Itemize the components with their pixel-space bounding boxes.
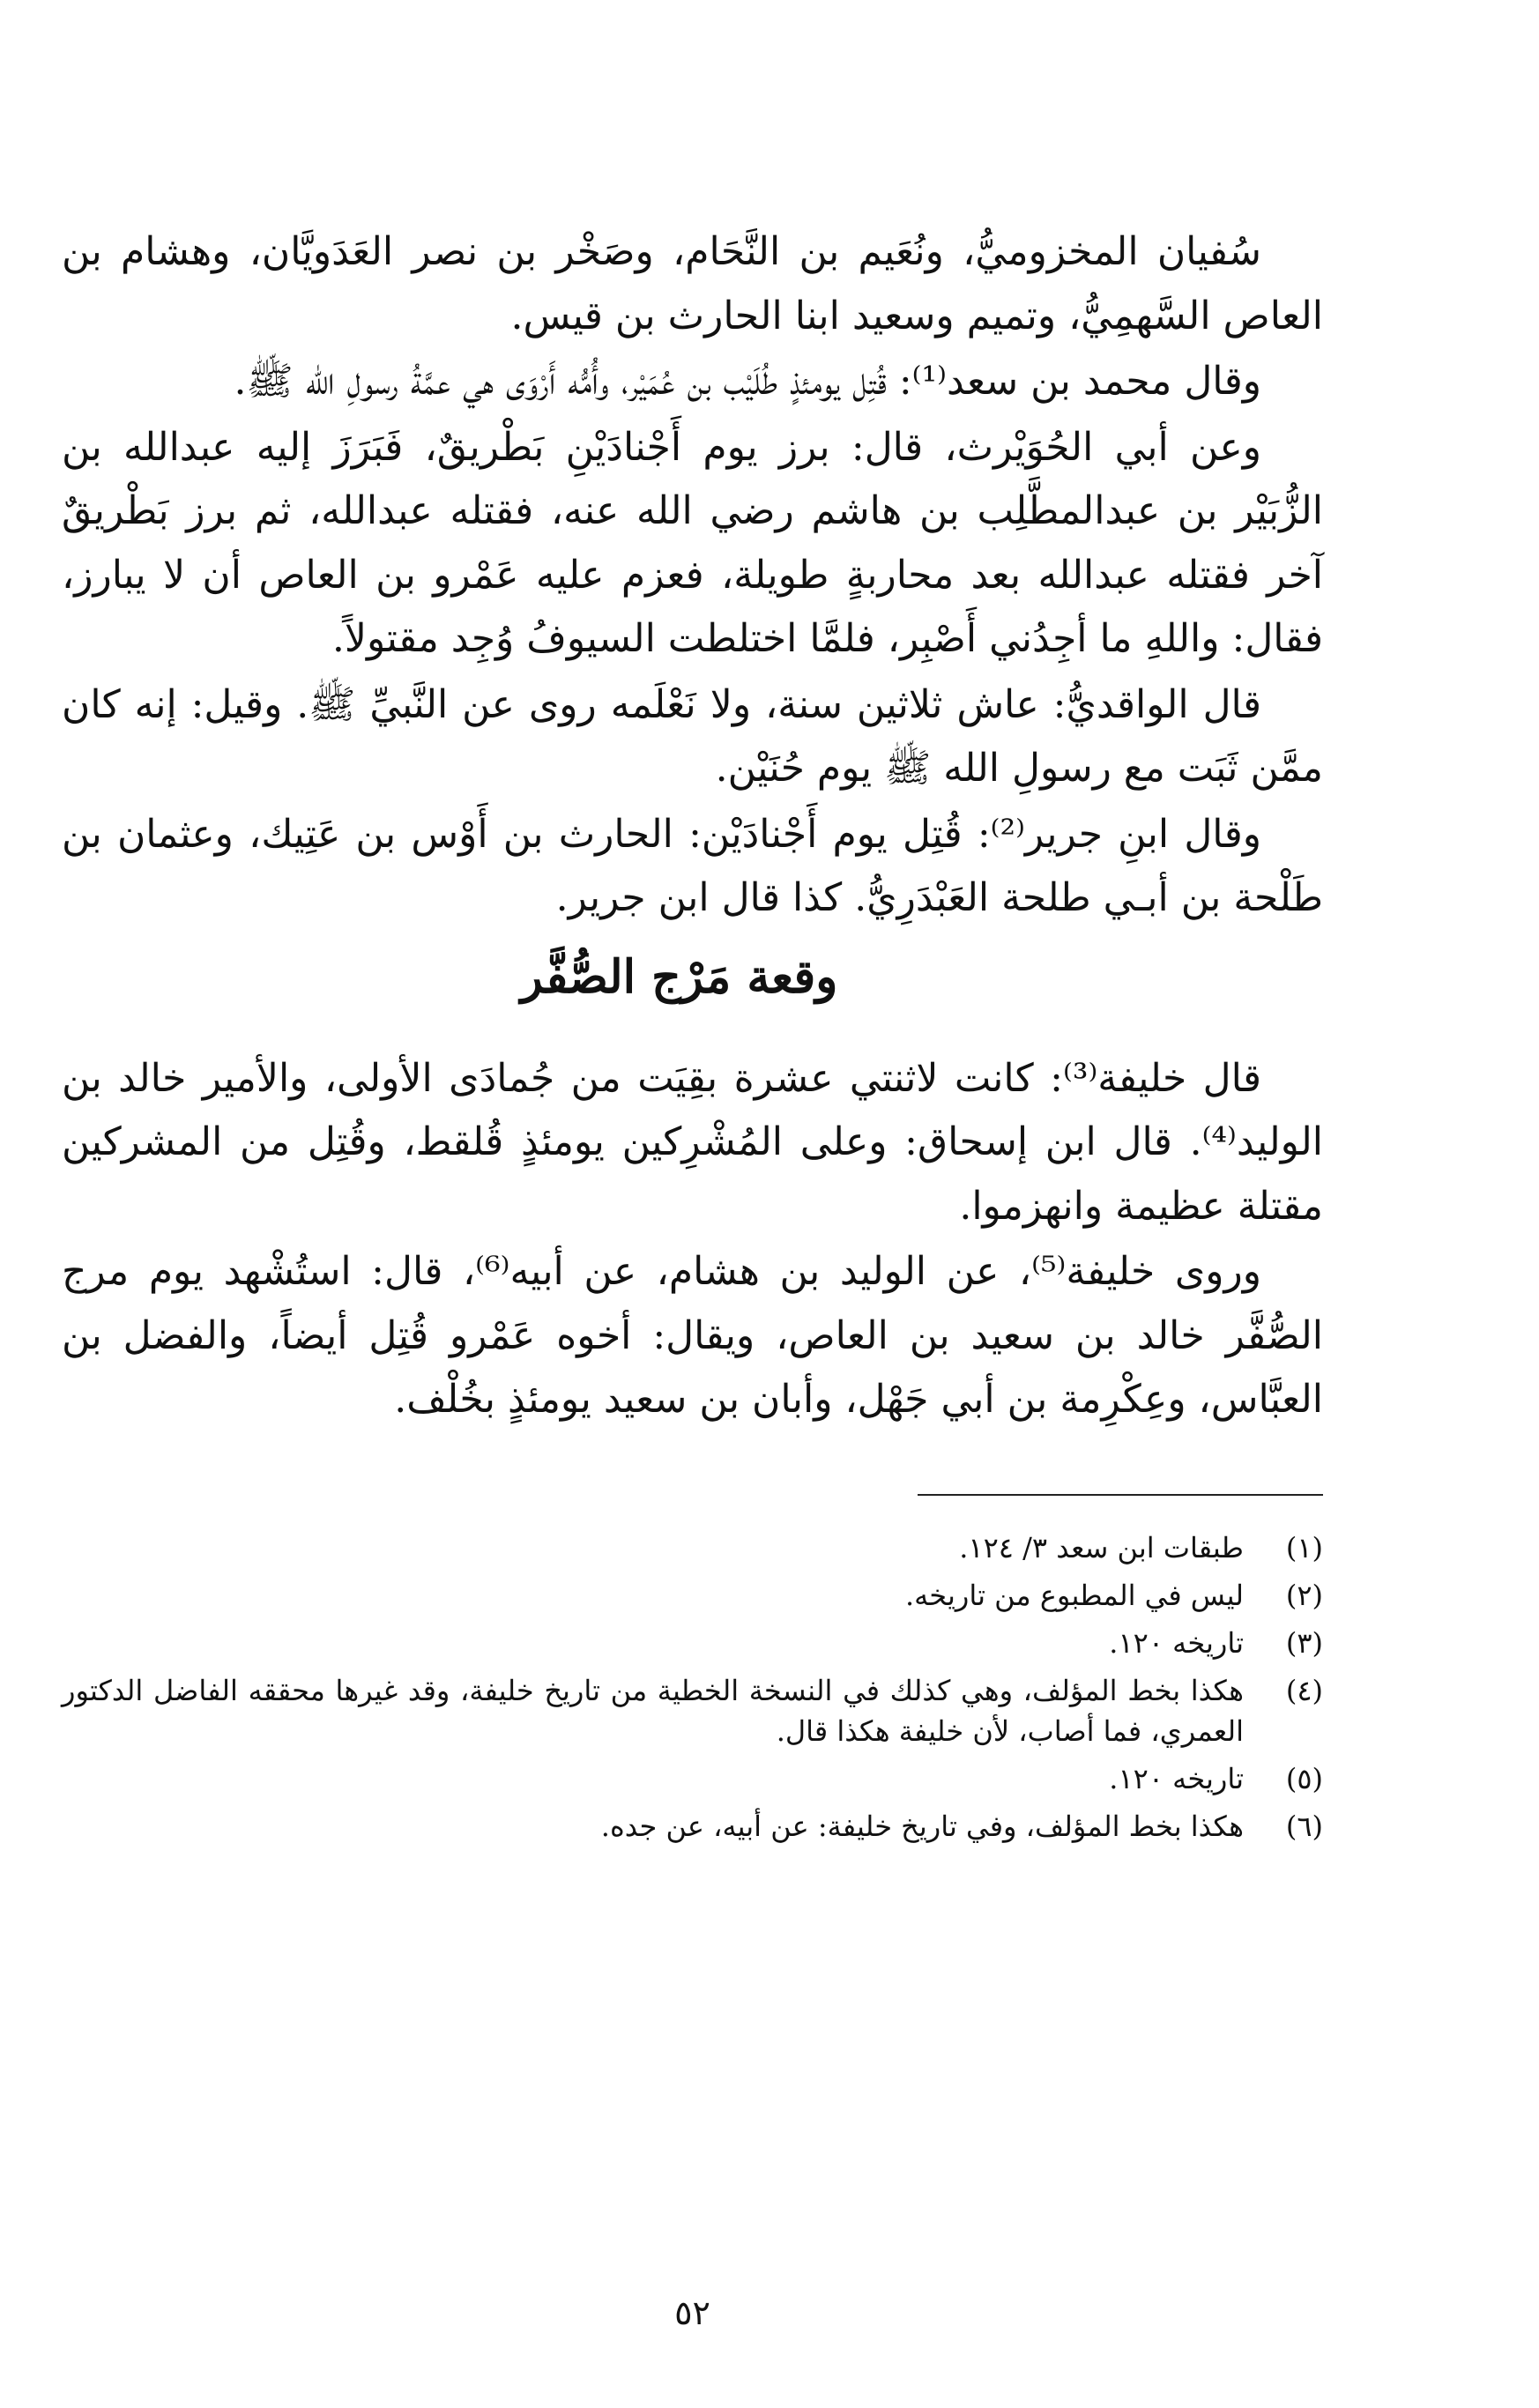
paragraph: وروى خليفة⁽⁵⁾، عن الوليد بن هشام، عن أبيه⁽⁶⁾، قال: استُشْهد يوم مرج الصُّفَّر خالد بن سعيد بن العاص، ويقال: أخوه عَمْرو قُتِل أيضاً، والفضل بن العبَّاس، وعِكْرِمة بن أبي جَهْل، وأبان بن سعيد يومئذٍ بخُلْف.: [62, 1249, 1323, 1422]
footnote-text: تاريخه ١٢٠.: [1109, 1625, 1244, 1660]
main-text: [62, 220, 1323, 1432]
page-number: ٥٢: [674, 2293, 710, 2332]
footnote-text: تاريخه ١٢٠.: [1109, 1761, 1244, 1795]
footnote-number: (٥): [1285, 1761, 1323, 1795]
paragraph: وقال محمد بن سعد⁽¹⁾: قُتِل يومئذٍ طُلَيْب بن عُمَيْر، وأُمُّه أَرْوَى هي عمَّةُ رسولِ الله ﷺ.: [234, 359, 1261, 404]
footnote-number: (٢): [1285, 1578, 1323, 1612]
footnote-number: (٦): [1285, 1809, 1323, 1843]
footnote-divider: [918, 1494, 1323, 1496]
footnote: [62, 1623, 1323, 1663]
footnote: [62, 1806, 1323, 1847]
footnote-number: (٣): [1285, 1625, 1323, 1660]
footnote: [62, 1758, 1323, 1799]
footnotes: [62, 1527, 1323, 1847]
footnote: [62, 1575, 1323, 1616]
paragraph: وعن أبي الحُوَيْرث، قال: برز يوم أَجْنادَيْنِ بَطْريقٌ، فَبَرَزَ إليه عبدالله بن الزُّبَيْر بن عبدالمطَّلِب بن هاشم رضي الله عنه، فقتله عبدالله، ثم برز بَطْريقٌ آخر فقتله عبدالله بعد محاربةٍ طويلة، فعزم عليه عَمْرو بن العاص أن لا يبارز، فقال: واللهِ ما أجِدُني أَصْبِر، فلمَّا اختلطت السيوفُ وُجِد مقتولاً.: [62, 424, 1323, 661]
paragraph: قال خليفة⁽³⁾: كانت لاثنتي عشرة بقِيَت من جُمادَى الأولى، والأمير خالد بن الوليد⁽⁴⁾. قال ابن إسحاق: وعلى المُشْرِكين يومئذٍ قُلقط، وقُتِل من المشركين مقتلة عظيمة وانهزموا.: [62, 1055, 1323, 1229]
footnote-text: طبقات ابن سعد ٣/ ١٢٤.: [959, 1530, 1244, 1564]
paragraph: سُفيان المخزوميُّ، ونُعَيم بن النَّحَام، وصَخْر بن نصر العَدَويَّان، وهشام بن العاص السَّهمِيُّ، وتميم وسعيد ابنا الحارث بن قيس.: [62, 229, 1323, 338]
footnote-text: هكذا بخط المؤلف، وهي كذلك في النسخة الخطية من تاريخ خليفة، وقد غيرها محققه الفاضل الدكتور العمري، فما أصاب، لأن خليفة هكذا قال.: [62, 1673, 1244, 1748]
footnote-text: هكذا بخط المؤلف، وفي تاريخ خليفة: عن أبيه، عن جده.: [600, 1809, 1244, 1843]
footnote-number: (٤): [1285, 1673, 1323, 1707]
footnote: [62, 1527, 1323, 1568]
paragraph: قال الواقديُّ: عاش ثلاثين سنة، ولا نَعْلَمه روى عن النَّبيِّ ﷺ. وقيل: إنه كان ممَّن ثَبَت مع رسولِ الله ﷺ يوم حُنَيْن.: [62, 681, 1323, 791]
footnote-number: (١): [1285, 1530, 1323, 1564]
footnote: [62, 1670, 1323, 1751]
paragraph: وقال ابنِ جرير⁽²⁾: قُتِل يوم أَجْنادَيْن: الحارث بن أَوْس بن عَتِيك، وعثمان بن طَلْحة بن أبـي طلحة العَبْدَرِيُّ. كذا قال ابن جرير.: [62, 811, 1323, 920]
footnote-text: ليس في المطبوع من تاريخه.: [904, 1578, 1244, 1612]
section-heading: وقعة مَرْج الصُّفَّر: [520, 949, 838, 1004]
